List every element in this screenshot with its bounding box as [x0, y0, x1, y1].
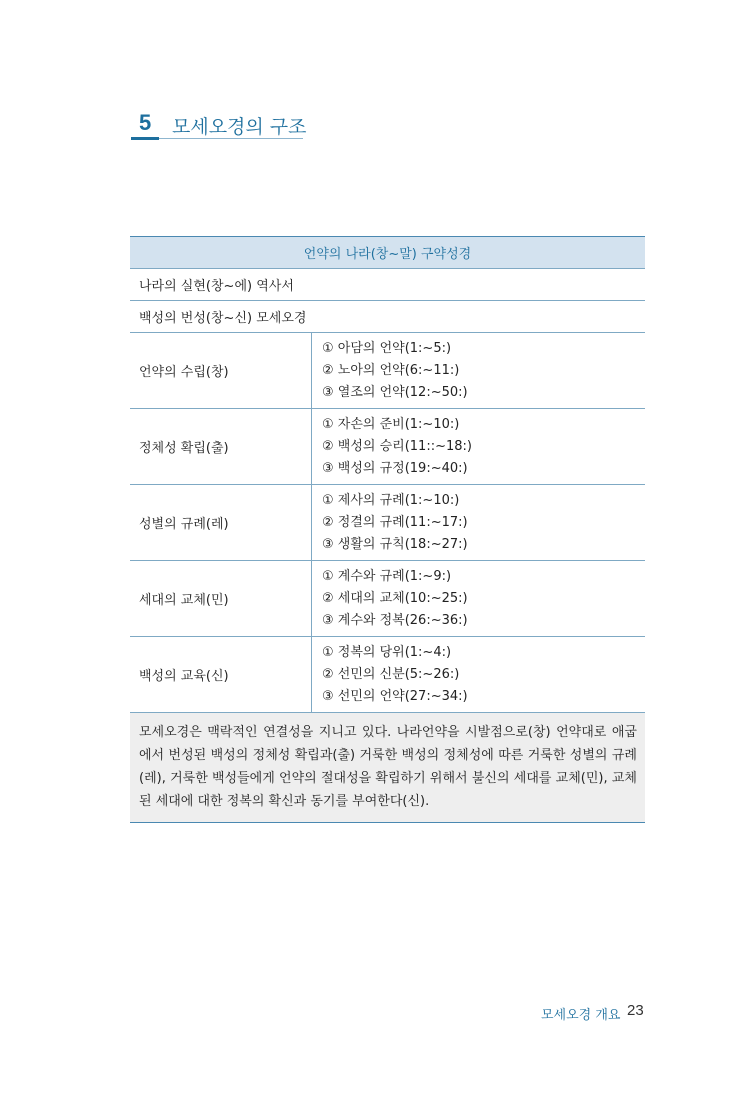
summary-note: 모세오경은 맥락적인 연결성을 지니고 있다. 나라언약을 시발점으로(창) 언약대로 애굽에서 번성된 백성의 정체성 확립과(출) 거룩한 백성의 정체성에 따른 거룩한 성별의 규례(레), 거룩한 백성들에게 언약의 절대성을 확립하기 위해서 불신의 세대를 교체(민), 교체된 세대에 대한 정복의 확신과 동기를 부여한다(신). [130, 713, 645, 823]
section-number: 5 [139, 110, 152, 135]
row-history-books: 나라의 실현(창~에) 역사서 [130, 269, 645, 301]
table-header-row [130, 237, 645, 269]
list-item: ② 백성의 승리(11::~18:) [322, 438, 472, 454]
group-items [312, 637, 646, 713]
table-row-genesis [130, 333, 645, 409]
list-item: ③ 백성의 규정(19:~40:) [322, 460, 468, 476]
list-item: ① 계수와 규례(1:~9:) [322, 568, 452, 584]
footer-book-title: 모세오경 개요 [541, 1008, 621, 1023]
group-label: 언약의 수립(창) [130, 333, 312, 409]
table-row-numbers [130, 561, 645, 637]
group-label: 백성의 교육(신) [130, 637, 312, 713]
group-label: 성별의 규례(레) [130, 485, 312, 561]
group-label: 정체성 확립(출) [130, 409, 312, 485]
section-heading [131, 110, 307, 142]
section-number-underline [131, 137, 159, 140]
section-title: 모세오경의 구조 [172, 116, 307, 138]
list-item: ① 자손의 준비(1:~10:) [322, 416, 460, 432]
section-title-underline [159, 138, 303, 139]
list-item: ① 아담의 언약(1:~5:) [322, 340, 452, 356]
list-item: ③ 선민의 언약(27:~34:) [322, 688, 468, 704]
table-header: 언약의 나라(창~말) 구약성경 [130, 237, 645, 269]
list-item: ① 제사의 규례(1:~10:) [322, 492, 460, 508]
list-item: ③ 열조의 언약(12:~50:) [322, 384, 468, 400]
table-row [130, 269, 645, 301]
page-number: 23 [627, 1002, 644, 1019]
group-items [312, 333, 646, 409]
list-item: ② 노아의 언약(6:~11:) [322, 362, 460, 378]
group-items [312, 561, 646, 637]
list-item: ② 선민의 신분(5:~26:) [322, 666, 460, 682]
list-item: ③ 생활의 규칙(18:~27:) [322, 536, 468, 552]
table-note-row [130, 713, 645, 823]
row-pentateuch: 백성의 번성(창~신) 모세오경 [130, 301, 645, 333]
list-item: ② 세대의 교체(10:~25:) [322, 590, 468, 606]
structure-table [130, 236, 645, 823]
list-item: ③ 계수와 정복(26:~36:) [322, 612, 468, 628]
table-row-deuteronomy [130, 637, 645, 713]
table-row-exodus [130, 409, 645, 485]
list-item: ① 정복의 당위(1:~4:) [322, 644, 452, 660]
group-label: 세대의 교체(민) [130, 561, 312, 637]
group-items [312, 409, 646, 485]
table-row [130, 301, 645, 333]
list-item: ② 정결의 규례(11:~17:) [322, 514, 468, 530]
group-items [312, 485, 646, 561]
table-row-leviticus [130, 485, 645, 561]
